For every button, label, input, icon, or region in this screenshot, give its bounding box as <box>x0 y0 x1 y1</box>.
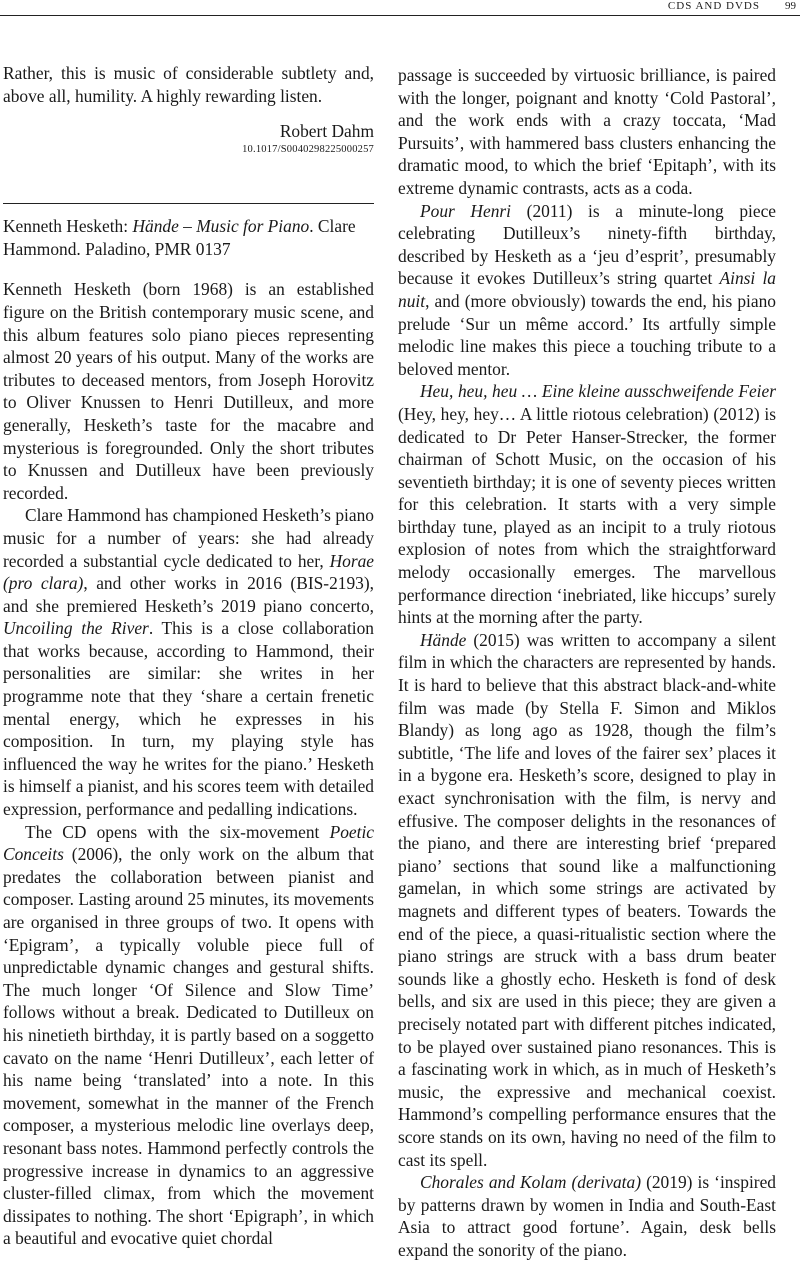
paragraph: Chorales and Kolam (derivata) (2019) is ‘inspired by patterns drawn by women in India and South-East Asia to attract good fortune’. Again, desk bells expand the sonority of the piano. <box>398 1172 776 1260</box>
paragraph: Kenneth Hesketh (born 1968) is an established figure on the British contemporary music scene, and this album features solo piano pieces representing almost 20 years of his output. Many of the works are tributes to deceased mentors, from Joseph Horovitz to Oliver Knussen to Henri Dutilleux, and more generally, Hesketh’s taste for the macabre and mysterious is foregrounded. Only the short tributes to Knussen and Dutilleux have been previously recorded. <box>3 279 374 503</box>
left-column <box>3 62 374 1250</box>
paragraph: passage is succeeded by virtuosic brilliance, is paired with the longer, poignant and knotty ‘Cold Pastoral’, and the work ends with a crazy toccata, ‘Mad Pursuits’, with hammered bass clusters enhancing the dramatic mood, to which the brief ‘Epitaph’, with its extreme dynamic contrasts, acts as a coda. <box>398 65 776 198</box>
previous-review-author: Robert Dahm <box>279 121 374 142</box>
review-performer-label: . Clare Hammond. Paladino, PMR 0137 <box>3 216 356 259</box>
review-composer: Kenneth Hesketh: <box>3 216 133 237</box>
review-heading <box>3 215 374 260</box>
paragraph: Hände (2015) was written to accompany a silent film in which the characters are represented by hands. It is hard to believe that this abstract black-and-white film was made (by Stella F. Simon and Miklos Blandy) as long ago as 1928, though the film’s subtitle, ‘The life and loves of the fairer sex’ places it in a bygone era. Hesketh’s score, designed to play in exact synchronisation with the film, is nervy and effusive. The composer delights in the resonances of the piano, and there are interesting brief ‘prepared piano’ sections that sound like a malfunctioning gamelan, in which some strings are activated by magnets and different types of beaters. Towards the end of the piece, a quasi-ritualistic section where the piano strings are struck with a bass drum beater sounds like a ghostly echo. Hesketh is fond of desk bells, and six are used in this piece; they are given a precisely notated part with different pitches indicated, to be played over sustained piano resonances. This is a fascinating work in which, as in much of Hesketh’s music, the expressive and mechanical coexist. Hammond’s compelling performance ensures that the score stands on its own, having no need of the film to cast its spell. <box>398 629 776 1170</box>
paragraph: The CD opens with the six-movement Poetic Conceits (2006), the only work on the album that predates the collaboration between pianist and composer. Lasting around 25 minutes, its movements are organised in three groups of two. It opens with ‘Epigram’, a typically voluble piece full of unpredictable dynamic changes and gestural shifts. The much longer ‘Of Silence and Slow Time’ follows without a break. Dedicated to Dutilleux on his ninetieth birthday, it is partly based on a soggetto cavato on the name ‘Henri Dutilleux’, each letter of his name being ‘translated’ into a note. In this movement, somewhat in the manner of the French composer, a mysterious melodic line overlays deep, resonant bass notes. Hammond perfectly controls the progressive increase in dynamics to an aggressive cluster-filled climax, from which the movement dissipates to nothing. The short ‘Epigraph’, in which a beautiful and evocative quiet chordal <box>3 821 374 1249</box>
section-divider <box>3 203 374 204</box>
previous-review-closing: Rather, this is music of considerable subtlety and, above all, humility. A highly rewarding listen. <box>3 63 374 106</box>
review-album-title: Hände – Music for Piano <box>132 216 310 237</box>
paragraph: Clare Hammond has championed Hesketh’s piano music for a number of years: she had already recorded a substantial cycle dedicated to her, Horae (pro clara), and other works in 2016 (BIS-2193), and she premiered Hesketh’s 2019 piano concerto, Uncoiling the River. This is a close collaboration that works because, according to Hammond, their personalities are similar: she writes in her programme note that they ‘share a certain frenetic mental energy, which he expresses in his composition. In turn, my playing style has influenced the way he writes for the piano.’ Hesketh is himself a pianist, and his scores teem with detailed expression, performance and pedalling indications. <box>3 505 374 820</box>
running-head <box>0 0 800 16</box>
paragraph: Heu, heu, heu … Eine kleine ausschweifende Feier (Hey, hey, hey… A little riotous celebration) (2012) is dedicated to Dr Peter Hanser-Strecker, the former chairman of Schott Music, on the occasion of his seventieth birthday; it is one of seventy pieces written for this celebration. It starts with a very simple birthday tune, played as an incipit to a truly riotous explosion of notes from which the straightforward melody occasionally emerges. The marvellous performance direction ‘inebriated, like hiccups’ surely hints at the morning after the party. <box>398 381 776 628</box>
page-number: 99 <box>785 0 796 12</box>
previous-review-doi[interactable]: 10.1017/S0040298225000257 <box>242 144 374 156</box>
paragraph: Pour Henri (2011) is a minute-long piece celebrating Dutilleux’s ninety-fifth birthday, described by Hesketh as a ‘jeu d’esprit’, presumably because it evokes Dutilleux’s string quartet Ainsi la nuit, and (more obviously) towards the end, his piano prelude ‘Sur un même accord.’ Its artfully simple melodic line makes this piece a touching tribute to a beloved mentor. <box>398 200 777 379</box>
running-head-title: CDS AND DVDS <box>667 0 760 12</box>
right-column <box>398 64 776 1261</box>
